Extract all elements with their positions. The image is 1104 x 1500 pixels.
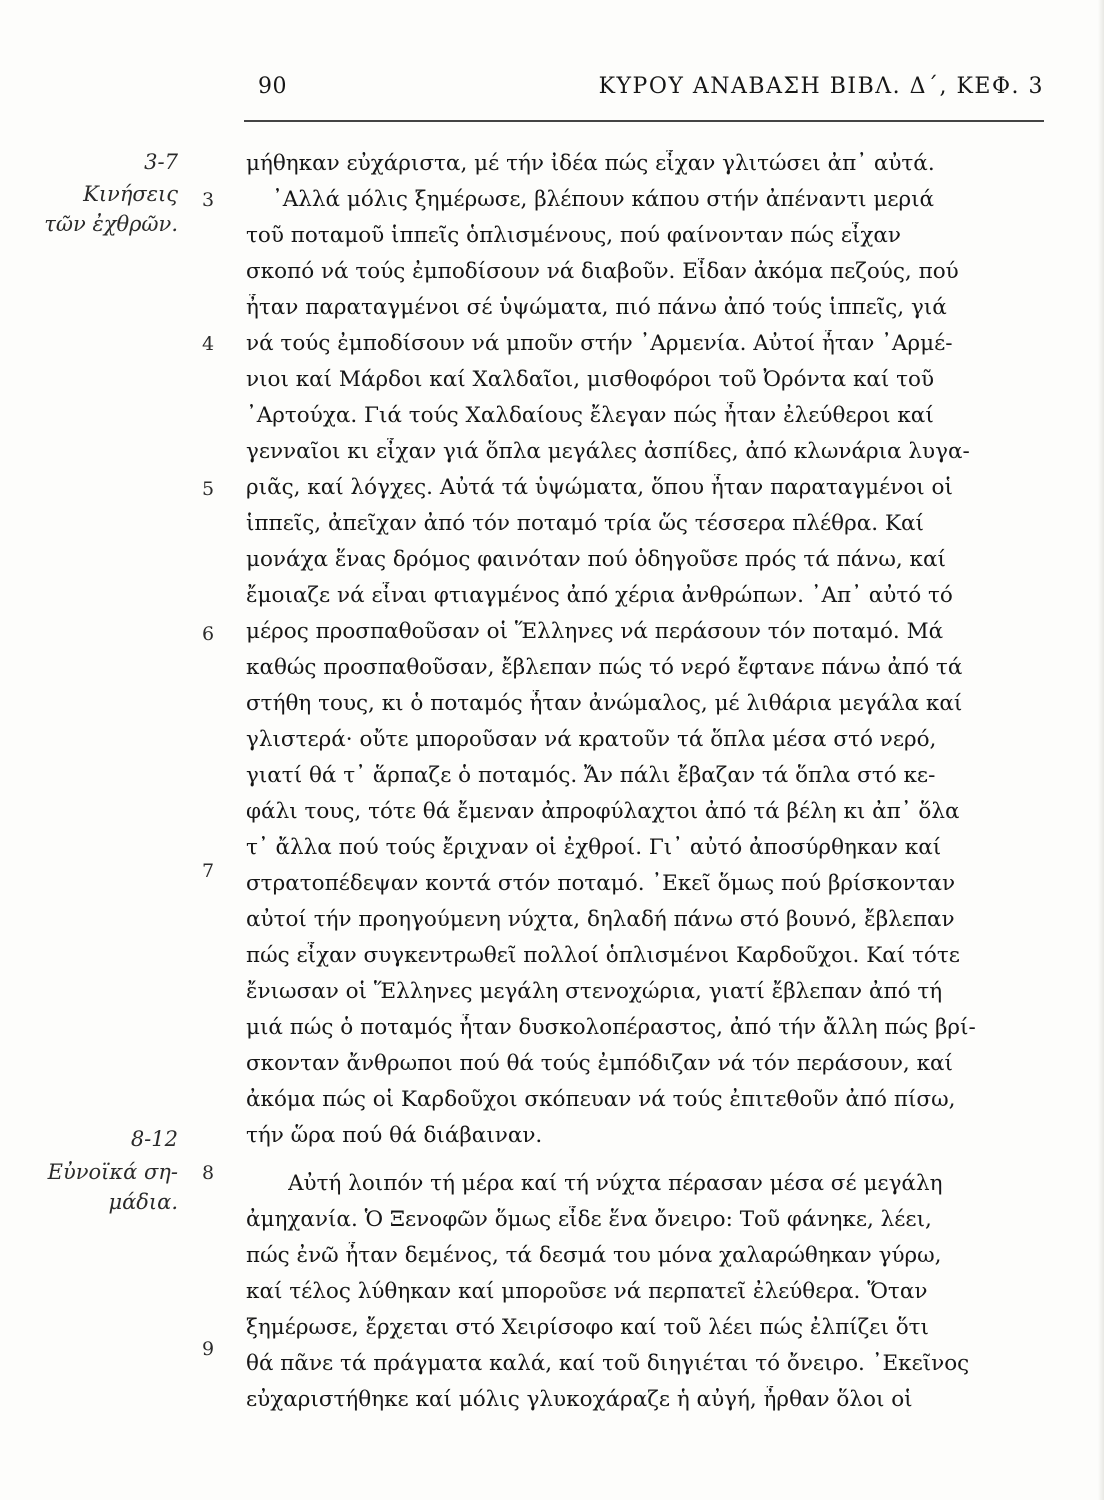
page-edge-shadow xyxy=(1098,0,1104,1500)
text-line: Αὐτή λοιπόν τή μέρα καί τή νύχτα πέρασαν μέσα σέ μεγάλη xyxy=(288,1171,943,1196)
margin-note-range: 8-12 xyxy=(130,1127,178,1151)
running-title: ΚΥΡΟΥ ΑΝΑΒΑΣΗ ΒΙΒΛ. Δ΄, ΚΕΦ. 3 xyxy=(598,74,1044,99)
text-line: ἦταν παραταγμένοι σέ ὑψώματα, πιό πάνω ἀπό τούς ἱππεῖς, γιά xyxy=(246,295,947,320)
text-line: ἔνιωσαν οἱ Ἕλληνες μεγάλη στενοχώρια, γιατί ἔβλεπαν ἀπό τή xyxy=(246,979,943,1004)
text-line: ξημέρωσε, ἔρχεται στό Χειρίσοφο καί τοῦ λέει πώς ἐλπίζει ὅτι xyxy=(246,1315,929,1340)
text-line: ἀκόμα πώς οἱ Καρδοῦχοι σκόπευαν νά τούς ἐπιτεθοῦν ἀπό πίσω, xyxy=(246,1087,956,1112)
text-line: στήθη τους, κι ὁ ποταμός ἦταν ἀνώμαλος, μέ λιθάρια μεγάλα καί xyxy=(246,691,963,716)
margin-note-topic: Εὐνοϊκά ση- xyxy=(47,1160,178,1184)
text-line: γενναῖοι κι εἶχαν γιά ὅπλα μεγάλες ἀσπίδες, ἀπό κλωνάρια λυγα- xyxy=(246,439,970,464)
section-number: 5 xyxy=(201,478,215,500)
text-line: θά πᾶνε τά πράγματα καλά, καί τοῦ διηγιέται τό ὄνειρο. ᾽Εκεῖνος xyxy=(246,1351,970,1376)
text-line: πώς εἶχαν συγκεντρωθεῖ πολλοί ὁπλισμένοι Καρδοῦχοι. Καί τότε xyxy=(246,943,960,968)
text-line: νά τούς ἐμποδίσουν νά μποῦν στήν ᾽Αρμενία. Αὐτοί ἦταν ᾽Αρμέ- xyxy=(246,331,953,356)
section-number: 8 xyxy=(201,1162,215,1184)
text-line: στρατοπέδεψαν κοντά στόν ποταμό. ᾽Εκεῖ ὅμως πού βρίσκονταν xyxy=(246,871,956,896)
text-line: ᾽Αρτούχα. Γιά τούς Χαλδαίους ἔλεγαν πώς ἦταν ἐλεύθεροι καί xyxy=(246,403,934,428)
text-line: σκοπό νά τούς ἐμποδίσουν νά διαβοῦν. Εἶδαν ἀκόμα πεζούς, πού xyxy=(246,259,959,284)
text-line: τ᾽ ἄλλα πού τούς ἔριχναν οἱ ἐχθροί. Γι᾽ αὐτό ἀποσύρθηκαν καί xyxy=(246,835,942,860)
text-line: τοῦ ποταμοῦ ἱππεῖς ὁπλισμένους, πού φαίνονταν πώς εἶχαν xyxy=(246,223,902,248)
text-line: ἱππεῖς, ἀπεῖχαν ἀπό τόν ποταμό τρία ὥς τέσσερα πλέθρα. Καί xyxy=(246,511,924,536)
page-number: 90 xyxy=(258,74,287,99)
text-line: τήν ὥρα πού θά διάβαιναν. xyxy=(246,1123,543,1148)
text-line: ἔμοιαζε νά εἶναι φτιαγμένος ἀπό χέρια ἀνθρώπων. ᾽Απ᾽ αὐτό τό xyxy=(246,583,953,608)
text-line: νιοι καί Μάρδοι καί Χαλδαῖοι, μισθοφόροι τοῦ Ὀρόντα καί τοῦ xyxy=(246,367,935,392)
section-number: 6 xyxy=(201,623,215,645)
text-line: εὐχαριστήθηκε καί μόλις γλυκοχάραζε ἡ αὐγή, ἦρθαν ὅλοι οἱ xyxy=(246,1387,913,1412)
text-line: καί τέλος λύθηκαν καί μποροῦσε νά περπατεῖ ἐλεύθερα. Ὅταν xyxy=(246,1279,928,1304)
text-line: σκονταν ἄνθρωποι πού θά τούς ἐμπόδιζαν νά τόν περάσουν, καί xyxy=(246,1051,953,1076)
text-line: μονάχα ἕνας δρόμος φαινόταν πού ὁδηγοῦσε πρός τά πάνω, καί xyxy=(246,547,946,572)
margin-note-topic: μάδια. xyxy=(108,1190,178,1214)
text-line: ᾽Αλλά μόλις ξημέρωσε, βλέπουν κάπου στήν ἀπέναντι μεριά xyxy=(272,187,935,212)
margin-note-topic: Κινήσεις xyxy=(83,182,178,206)
text-line: ριᾶς, καί λόγχες. Αὐτά τά ὑψώματα, ὅπου ἦταν παραταγμένοι οἱ xyxy=(246,475,953,500)
text-line: γιατί θά τ᾽ ἅρπαζε ὁ ποταμός. Ἄν πάλι ἔβαζαν τά ὅπλα στό κε- xyxy=(246,763,936,788)
text-line: αὐτοί τήν προηγούμενη νύχτα, δηλαδή πάνω στό βουνό, ἔβλεπαν xyxy=(246,907,955,932)
header-rule xyxy=(244,120,1044,122)
section-number: 7 xyxy=(201,860,215,882)
text-line: καθώς προσπαθοῦσαν, ἔβλεπαν πώς τό νερό ἔφτανε πάνω ἀπό τά xyxy=(246,655,963,680)
text-line: πώς ἐνῶ ἦταν δεμένος, τά δεσμά του μόνα χαλαρώθηκαν γύρω, xyxy=(246,1243,942,1268)
text-line: μέρος προσπαθοῦσαν οἱ Ἕλληνες νά περάσουν τόν ποταμό. Μά xyxy=(246,619,944,644)
margin-note-range: 3-7 xyxy=(144,150,178,174)
section-number: 9 xyxy=(201,1338,215,1360)
text-line: ἀμηχανία. Ὁ Ξενοφῶν ὅμως εἶδε ἕνα ὄνειρο: Τοῦ φάνηκε, λέει, xyxy=(246,1207,932,1232)
section-number: 3 xyxy=(201,189,215,211)
text-line: φάλι τους, τότε θά ἔμεναν ἀπροφύλαχτοι ἀπό τά βέλη κι ἀπ᾽ ὅλα xyxy=(246,799,960,824)
margin-note-topic: τῶν ἐχθρῶν. xyxy=(44,212,178,236)
text-line: μιά πώς ὁ ποταμός ἦταν δυσκολοπέραστος, ἀπό τήν ἄλλη πώς βρί- xyxy=(246,1015,976,1040)
section-number: 4 xyxy=(201,333,215,355)
text-line: μήθηκαν εὐχάριστα, μέ τήν ἰδέα πώς εἶχαν γλιτώσει ἀπ᾽ αὐτά. xyxy=(246,151,935,176)
text-line: γλιστερά· οὔτε μποροῦσαν νά κρατοῦν τά ὅπλα μέσα στό νερό, xyxy=(246,727,937,752)
